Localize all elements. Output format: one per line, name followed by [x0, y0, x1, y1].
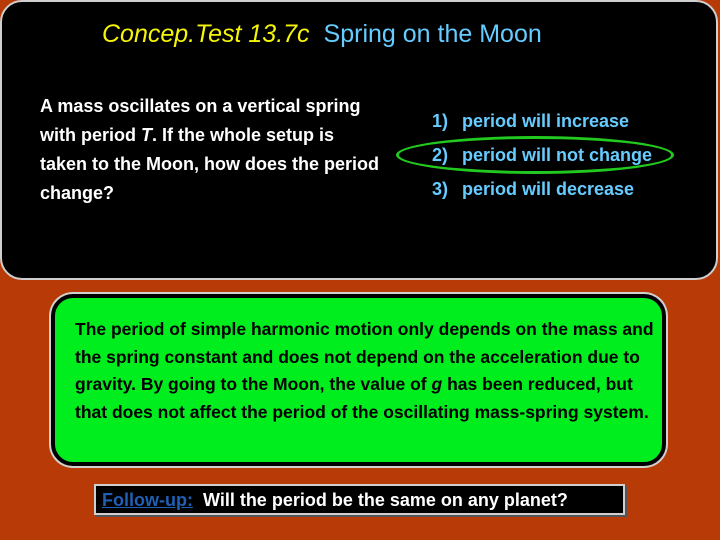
correct-answer-ellipse — [396, 136, 674, 174]
option-text: period will decrease — [462, 179, 635, 199]
option-text: period will increase — [462, 111, 630, 131]
question-variable: T — [141, 125, 152, 145]
slide-title — [102, 18, 702, 50]
question-text — [40, 92, 380, 208]
explanation-text — [75, 316, 655, 426]
option-number: 2) — [432, 145, 449, 165]
question-part1: A mass oscillates on a vertical spring with period — [40, 96, 361, 145]
explanation-part1: The period of simple harmonic motion only depends on the mass and the spring constant and does not depend on the acceleration due to gravity. By going to the Moon, the value of — [75, 319, 654, 394]
title-subtitle: Spring on the Moon — [323, 20, 542, 48]
followup-question: Will the period be the same on any planet? — [202, 490, 568, 510]
explanation-variable: g — [431, 374, 443, 394]
followup-text — [102, 489, 568, 511]
explanation-box — [51, 294, 666, 466]
title-main: Concep.Test 13.7c — [102, 20, 310, 48]
option-1 — [432, 110, 629, 132]
option-number: 3) — [432, 179, 449, 199]
option-3 — [432, 178, 634, 200]
followup-label: Follow-up: — [102, 490, 193, 510]
followup-box — [94, 484, 625, 515]
explanation-part2: has been reduced, but that does not affect the period of the oscillating mass-spring system. — [75, 374, 649, 422]
option-number: 1) — [432, 111, 449, 131]
option-text: period will not change — [462, 145, 653, 165]
question-part2: . If the whole setup is taken to the Moon, how does the period change? — [40, 125, 380, 203]
